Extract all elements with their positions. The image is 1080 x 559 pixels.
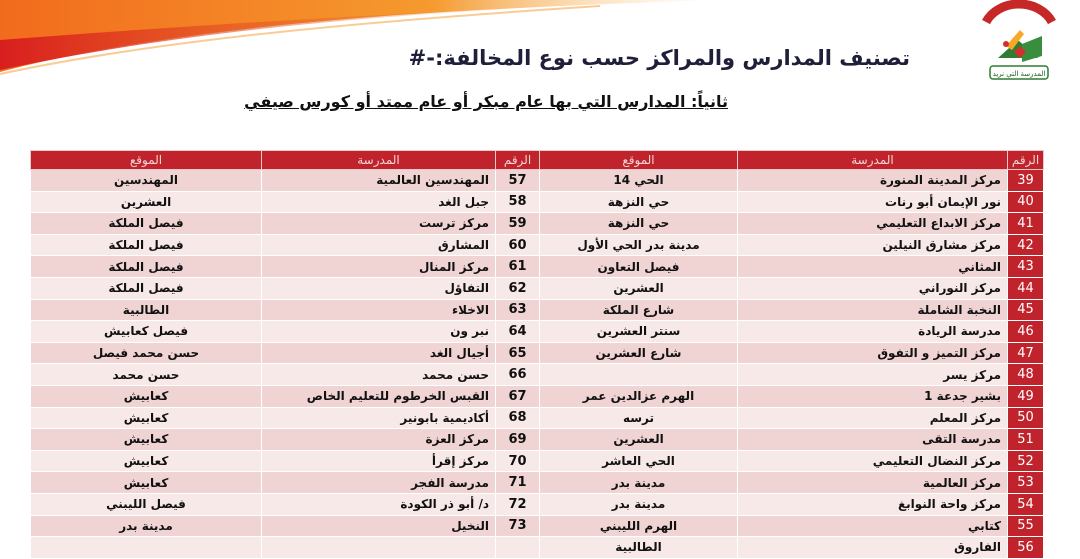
location-cell: كعابيش bbox=[31, 429, 262, 451]
row-number-cell: 64 bbox=[496, 321, 540, 343]
location-cell: حي النزهة bbox=[540, 213, 738, 235]
decorative-swoosh bbox=[0, 0, 1080, 150]
table-row bbox=[31, 170, 1044, 192]
row-number-cell: 71 bbox=[496, 472, 540, 494]
school-name-cell: القبس الخرطوم للتعليم الخاص bbox=[262, 385, 496, 407]
location-cell: سنتر العشرين bbox=[540, 321, 738, 343]
table-row bbox=[31, 364, 1044, 386]
table-row bbox=[31, 515, 1044, 537]
school-name-cell: مدرسة التقى bbox=[738, 429, 1008, 451]
school-name-cell: التفاؤل bbox=[262, 277, 496, 299]
row-number-cell: 55 bbox=[1008, 515, 1044, 537]
location-cell: الطالبية bbox=[31, 299, 262, 321]
school-name-cell: مركز المدينة المنورة bbox=[738, 170, 1008, 192]
row-number-cell: 68 bbox=[496, 407, 540, 429]
location-cell bbox=[31, 537, 262, 559]
row-number-cell: 61 bbox=[496, 256, 540, 278]
row-number-cell: 63 bbox=[496, 299, 540, 321]
school-name-cell: أكاديمية بابونير bbox=[262, 407, 496, 429]
school-name-cell: المثاني bbox=[738, 256, 1008, 278]
row-number-cell: 42 bbox=[1008, 234, 1044, 256]
row-number-cell: 70 bbox=[496, 450, 540, 472]
row-number-cell: 48 bbox=[1008, 364, 1044, 386]
location-cell: العشرين bbox=[540, 429, 738, 451]
school-name-cell: مركز الابداع التعليمي bbox=[738, 213, 1008, 235]
section-subtitle: ثانياً: المدارس التي بها عام مبكر أو عام ممتد أو كورس صيفي bbox=[244, 92, 728, 111]
table-row bbox=[31, 429, 1044, 451]
location-cell: شارع الملكة bbox=[540, 299, 738, 321]
row-number-cell: 40 bbox=[1008, 191, 1044, 213]
location-cell: حسن محمد bbox=[31, 364, 262, 386]
col-header-number: الرقم bbox=[1008, 151, 1044, 170]
location-cell: كعابيش bbox=[31, 472, 262, 494]
col-header-location: الموقع bbox=[540, 151, 738, 170]
col-header-number: الرقم bbox=[496, 151, 540, 170]
table-row bbox=[31, 493, 1044, 515]
row-number-cell: 56 bbox=[1008, 537, 1044, 559]
row-number-cell: 39 bbox=[1008, 170, 1044, 192]
location-cell: فيصل الليبني bbox=[31, 493, 262, 515]
location-cell: الحي العاشر bbox=[540, 450, 738, 472]
col-header-school: المدرسة bbox=[262, 151, 496, 170]
col-header-location: الموقع bbox=[31, 151, 262, 170]
row-number-cell: 44 bbox=[1008, 277, 1044, 299]
row-number-cell: 52 bbox=[1008, 450, 1044, 472]
school-name-cell: مدرسة الفجر bbox=[262, 472, 496, 494]
row-number-cell: 72 bbox=[496, 493, 540, 515]
school-name-cell: بشير جدعة 1 bbox=[738, 385, 1008, 407]
location-cell: العشرين bbox=[31, 191, 262, 213]
location-cell: المهندسين bbox=[31, 170, 262, 192]
col-header-school: المدرسة bbox=[738, 151, 1008, 170]
table-row bbox=[31, 321, 1044, 343]
school-name-cell: مركز العزة bbox=[262, 429, 496, 451]
table-row bbox=[31, 256, 1044, 278]
school-name-cell: مركز يسر bbox=[738, 364, 1008, 386]
location-cell: الهرم عزالدين عمر bbox=[540, 385, 738, 407]
table-row bbox=[31, 234, 1044, 256]
location-cell: فيصل الملكة bbox=[31, 277, 262, 299]
location-cell bbox=[540, 364, 738, 386]
location-cell: فيصل التعاون bbox=[540, 256, 738, 278]
location-cell: فيصل الملكة bbox=[31, 234, 262, 256]
row-number-cell: 43 bbox=[1008, 256, 1044, 278]
location-cell: كعابيش bbox=[31, 385, 262, 407]
page-title bbox=[393, 46, 910, 70]
table-row bbox=[31, 537, 1044, 559]
school-name-cell: أجيال الغد bbox=[262, 342, 496, 364]
row-number-cell: 45 bbox=[1008, 299, 1044, 321]
schools-table bbox=[30, 150, 1044, 559]
school-name-cell: مركز المعلم bbox=[738, 407, 1008, 429]
row-number-cell: 47 bbox=[1008, 342, 1044, 364]
row-number-cell: 59 bbox=[496, 213, 540, 235]
school-name-cell: مركز النضال التعليمي bbox=[738, 450, 1008, 472]
school-name-cell: النخيل bbox=[262, 515, 496, 537]
location-cell: الحي 14 bbox=[540, 170, 738, 192]
table-header-row bbox=[31, 151, 1044, 170]
school-name-cell: مركز واحة النوابغ bbox=[738, 493, 1008, 515]
table-row bbox=[31, 385, 1044, 407]
location-cell: كعابيش bbox=[31, 450, 262, 472]
school-name-cell: مدرسة الريادة bbox=[738, 321, 1008, 343]
location-cell: الطالبية bbox=[540, 537, 738, 559]
school-name-cell: المشارق bbox=[262, 234, 496, 256]
school-name-cell: د/ أبو ذر الكودة bbox=[262, 493, 496, 515]
location-cell: فيصل كعابيش bbox=[31, 321, 262, 343]
row-number-cell: 60 bbox=[496, 234, 540, 256]
school-name-cell: مركز العالمية bbox=[738, 472, 1008, 494]
table-row bbox=[31, 299, 1044, 321]
title-text: تصنيف المدارس والمراكز حسب نوع المخالفة:- bbox=[426, 46, 910, 70]
school-name-cell: مركز المنال bbox=[262, 256, 496, 278]
school-name-cell: الاخلاء bbox=[262, 299, 496, 321]
location-cell: فيصل الملكة bbox=[31, 256, 262, 278]
logo-caption: المدرسة التي نريد bbox=[992, 70, 1046, 78]
hash-symbol: # bbox=[408, 46, 427, 70]
row-number-cell: 66 bbox=[496, 364, 540, 386]
row-number-cell: 41 bbox=[1008, 213, 1044, 235]
table-row bbox=[31, 277, 1044, 299]
table-row bbox=[31, 450, 1044, 472]
row-number-cell: 65 bbox=[496, 342, 540, 364]
school-logo bbox=[976, 0, 1062, 92]
row-number-cell: 49 bbox=[1008, 385, 1044, 407]
school-name-cell: النخبة الشاملة bbox=[738, 299, 1008, 321]
row-number-cell: 67 bbox=[496, 385, 540, 407]
row-number-cell: 62 bbox=[496, 277, 540, 299]
school-name-cell: مركز النوراني bbox=[738, 277, 1008, 299]
table-row bbox=[31, 213, 1044, 235]
location-cell: العشرين bbox=[540, 277, 738, 299]
location-cell: مدينة بدر bbox=[540, 493, 738, 515]
school-name-cell: مركز التميز و التفوق bbox=[738, 342, 1008, 364]
location-cell: كعابيش bbox=[31, 407, 262, 429]
school-name-cell: مركز إقرأ bbox=[262, 450, 496, 472]
location-cell: مدينة بدر الحي الأول bbox=[540, 234, 738, 256]
row-number-cell: 73 bbox=[496, 515, 540, 537]
table-row bbox=[31, 472, 1044, 494]
row-number-cell: 69 bbox=[496, 429, 540, 451]
row-number-cell: 54 bbox=[1008, 493, 1044, 515]
location-cell: حسن محمد فيصل bbox=[31, 342, 262, 364]
location-cell: مدينة بدر bbox=[540, 472, 738, 494]
location-cell: الهرم الليبني bbox=[540, 515, 738, 537]
school-name-cell: الفاروق bbox=[738, 537, 1008, 559]
row-number-cell: 57 bbox=[496, 170, 540, 192]
row-number-cell: 51 bbox=[1008, 429, 1044, 451]
location-cell: شارع العشرين bbox=[540, 342, 738, 364]
row-number-cell bbox=[496, 537, 540, 559]
row-number-cell: 50 bbox=[1008, 407, 1044, 429]
school-name-cell bbox=[262, 537, 496, 559]
table-row bbox=[31, 342, 1044, 364]
school-name-cell: نبر ون bbox=[262, 321, 496, 343]
school-name-cell: حسن محمد bbox=[262, 364, 496, 386]
row-number-cell: 46 bbox=[1008, 321, 1044, 343]
school-name-cell: جبل الغد bbox=[262, 191, 496, 213]
table-row bbox=[31, 407, 1044, 429]
location-cell: حي النزهة bbox=[540, 191, 738, 213]
row-number-cell: 58 bbox=[496, 191, 540, 213]
school-name-cell: كتابي bbox=[738, 515, 1008, 537]
school-name-cell: مركز مشارق النيلين bbox=[738, 234, 1008, 256]
school-name-cell: المهندسين العالمية bbox=[262, 170, 496, 192]
row-number-cell: 53 bbox=[1008, 472, 1044, 494]
location-cell: مدينة بدر bbox=[31, 515, 262, 537]
school-name-cell: مركز ترست bbox=[262, 213, 496, 235]
location-cell: ترسه bbox=[540, 407, 738, 429]
table-row bbox=[31, 191, 1044, 213]
location-cell: فيصل الملكة bbox=[31, 213, 262, 235]
school-name-cell: نور الإيمان أبو رنات bbox=[738, 191, 1008, 213]
